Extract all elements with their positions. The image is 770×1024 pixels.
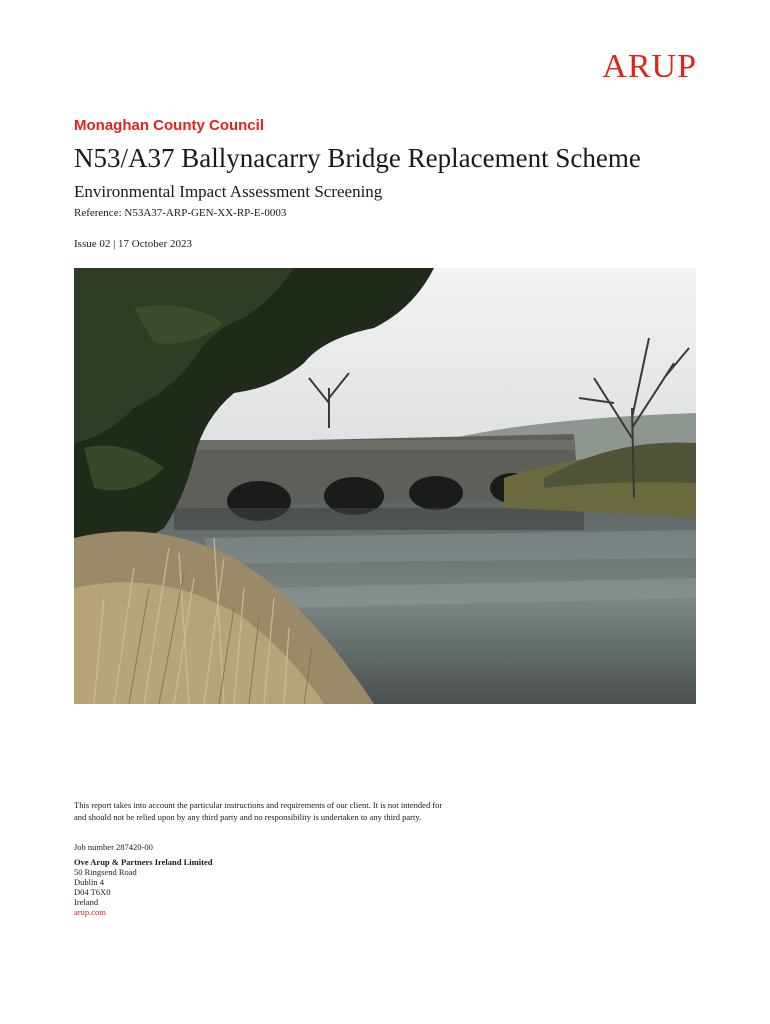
address-line: D04 T6X0 [74, 887, 111, 897]
job-number: Job number 287420-00 [74, 842, 153, 852]
company-address [74, 857, 212, 917]
arup-logo: ARUP [602, 48, 697, 85]
company-name: Ove Arup & Partners Ireland Limited [74, 857, 213, 867]
disclaimer-text: This report takes into account the particular instructions and requirements of our client. It is not intended for and should not be relied upon by any third party and no responsibility is undertaken to any third party. [74, 800, 443, 822]
bridge-photo [74, 268, 696, 704]
address-line: 50 Ringsend Road [74, 867, 137, 877]
report-reference: Reference: N53A37-ARP-GEN-XX-RP-E-0003 [74, 207, 287, 219]
address-line: Dublin 4 [74, 877, 104, 887]
issue-date: Issue 02 | 17 October 2023 [74, 238, 192, 250]
report-title: N53/A37 Ballynacarry Bridge Replacement Scheme [74, 143, 641, 173]
website-link[interactable]: arup.com [74, 907, 106, 917]
address-line: Ireland [74, 897, 99, 907]
client-name: Monaghan County Council [74, 117, 264, 134]
report-subtitle: Environmental Impact Assessment Screening [74, 182, 383, 201]
